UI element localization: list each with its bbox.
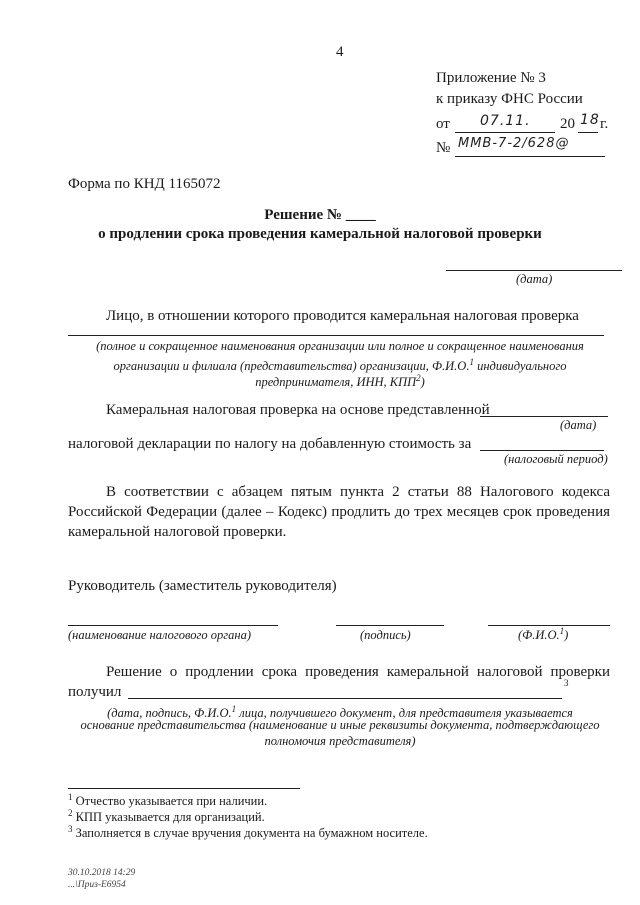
footnote-3: $^3$ Заполняется в случае вручения документа на бумажном носителе. xyxy=(68,824,428,841)
decision-line2: Российской Федерации (далее – Кодекс) продлить до трех месяцев срок проведения xyxy=(68,504,610,520)
received-line2: получил xyxy=(68,684,122,700)
received-note3: полномочия представителя) xyxy=(264,734,416,748)
person-note-line3: предпринимателя, ИНН, КПП$^2$) xyxy=(255,373,425,390)
decision-subtitle: о продлении срока проведения камеральной налоговой проверки xyxy=(98,226,542,242)
signature-underline xyxy=(336,625,444,626)
appendix-line1: Приложение № 3 xyxy=(436,70,546,86)
person-note-line2: организации и филиала (представительства) организации, Ф.И.О.$^1$ индивидуального xyxy=(113,357,567,374)
footnote-separator xyxy=(68,788,300,789)
footnote-2: $^2$ КПП указывается для организаций. xyxy=(68,808,265,825)
received-line1: Решение о продлении срока проведения камеральной налоговой проверки xyxy=(106,664,610,680)
signature-caption: (подпись) xyxy=(360,628,411,642)
org-underline xyxy=(68,625,278,626)
person-note-line1: (полное и сокращенное наименования организации или полное и сокращенное наименования xyxy=(96,339,584,353)
appendix-year-underline xyxy=(578,132,598,133)
fio-caption: (Ф.И.О.$^1$) xyxy=(518,626,569,643)
person-label: Лицо, в отношении которого проводится камеральная налоговая проверка xyxy=(106,308,579,324)
org-caption: (наименование налогового органа) xyxy=(68,628,251,642)
inspection-line2: налоговой декларации по налогу на добавленную стоимость за xyxy=(68,436,472,452)
appendix-number-prefix: № xyxy=(436,140,451,156)
received-note1: (дата, подпись, Ф.И.О.$^1$ лица, получившего документ, для представителя указывается xyxy=(107,704,573,721)
appendix-year-prefix: 20 xyxy=(560,116,575,132)
received-note2: основание представительства (наименование и иные реквизиты документа, подтверждающего xyxy=(80,718,600,732)
person-underline xyxy=(68,335,604,336)
inspection-period-underline xyxy=(480,450,604,451)
appendix-date-prefix: от xyxy=(436,116,450,132)
decision-title: Решение № ____ xyxy=(264,207,376,223)
appendix-number-underline xyxy=(455,156,605,157)
decision-line1: В соответствии с абзацем пятым пункта 2 статьи 88 Налогового кодекса xyxy=(106,484,610,500)
page-number: 4 xyxy=(336,44,344,60)
inspection-line1: Камеральная налоговая проверка на основе представленной xyxy=(106,402,490,418)
print-stamp-line1: 30.10.2018 14:29 xyxy=(68,868,136,878)
date-caption: (дата) xyxy=(516,272,553,286)
appendix-year-suffix: г. xyxy=(600,116,609,132)
head-label: Руководитель (заместитель руководителя) xyxy=(68,578,337,594)
footnote-1: $^1$ Отчество указывается при наличии. xyxy=(68,792,268,809)
inspection-date-underline xyxy=(480,416,608,417)
appendix-year-value: 18 xyxy=(580,112,600,128)
print-stamp-line2: ...\Приз-Е6954 xyxy=(68,880,126,890)
appendix-number-value: ММВ-7-2/628@ xyxy=(458,136,570,151)
inspection-period-caption: (налоговый период) xyxy=(504,452,608,466)
form-code: Форма по КНД 1165072 xyxy=(68,176,221,192)
received-underline xyxy=(128,698,562,699)
inspection-date-caption: (дата) xyxy=(560,418,597,432)
appendix-date-value: 07.11. xyxy=(480,113,531,129)
decision-line3: камеральной налоговой проверки. xyxy=(68,524,287,540)
received-sup: 3 xyxy=(564,678,569,688)
appendix-line2: к приказу ФНС России xyxy=(436,91,583,107)
appendix-date-underline xyxy=(455,132,555,133)
date-underline xyxy=(446,270,622,271)
